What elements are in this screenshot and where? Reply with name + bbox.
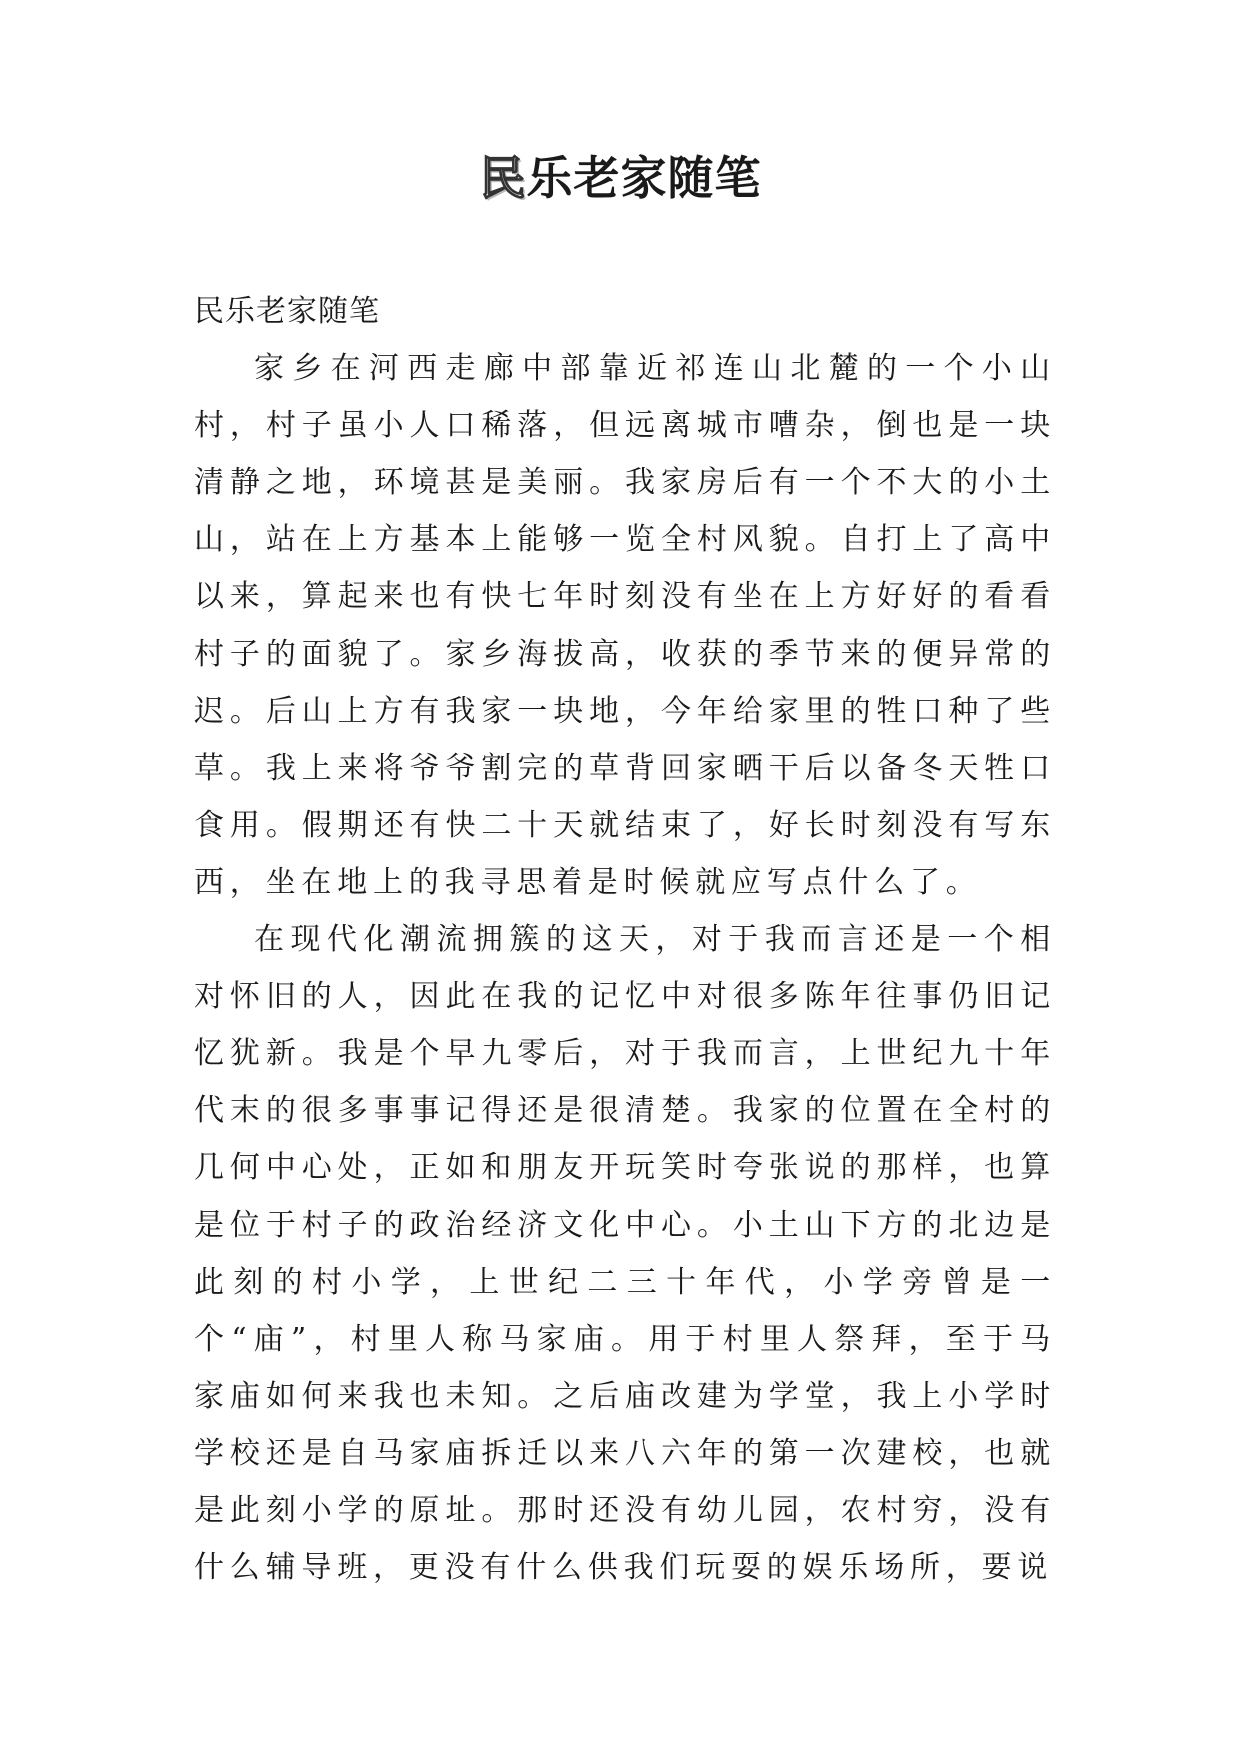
document-subtitle: 民乐老家随笔	[194, 294, 380, 329]
title-rest: 乐老家随笔	[526, 151, 762, 205]
page-title	[0, 148, 1241, 208]
title-first-char: 民	[479, 151, 527, 205]
paragraph-1: 家乡在河西走廊中部靠近祁连山北麓的一个小山村，村子虽小人口稀落，但远离城市嘈杂，倒也是一块清静之地，环境甚是美丽。我家房后有一个不大的小土山，站在上方基本上能够一览全村风貌。自打上了高中以来，算起来也有快七年时刻没有坐在上方好好的看看村子的面貌了。家乡海拔高，收获的季节来的便异常的迟。后山上方有我家一块地，今年给家里的牲口种了些草。我上来将爷爷割完的草背回家晒干后以备冬天牲口食用。假期还有快二十天就结束了，好长时刻没有写东西，坐在地上的我寻思着是时候就应写点什么了。	[194, 351, 1056, 900]
document-body	[194, 283, 1056, 1596]
paragraph-2: 在现代化潮流拥簇的这天，对于我而言还是一个相对怀旧的人，因此在我的记忆中对很多陈年往事仍旧记忆犹新。我是个早九零后，对于我而言，上世纪九十年代末的很多事事记得还是很清楚。我家的位置在全村的几何中心处，正如和朋友开玩笑时夸张说的那样，也算是位于村子的政治经济文化中心。小土山下方的北边是此刻的村小学，上世纪二三十年代，小学旁曾是一个“庙”，村里人称马家庙。用于村里人祭拜，至于马家庙如何来我也未知。之后庙改建为学堂，我上小学时学校还是自马家庙拆迁以来八六年的第一次建校，也就是此刻小学的原址。那时还没有幼儿园，农村穷，没有什么辅导班，更没有什么供我们玩耍的娱乐场所，要说	[194, 922, 1056, 1586]
